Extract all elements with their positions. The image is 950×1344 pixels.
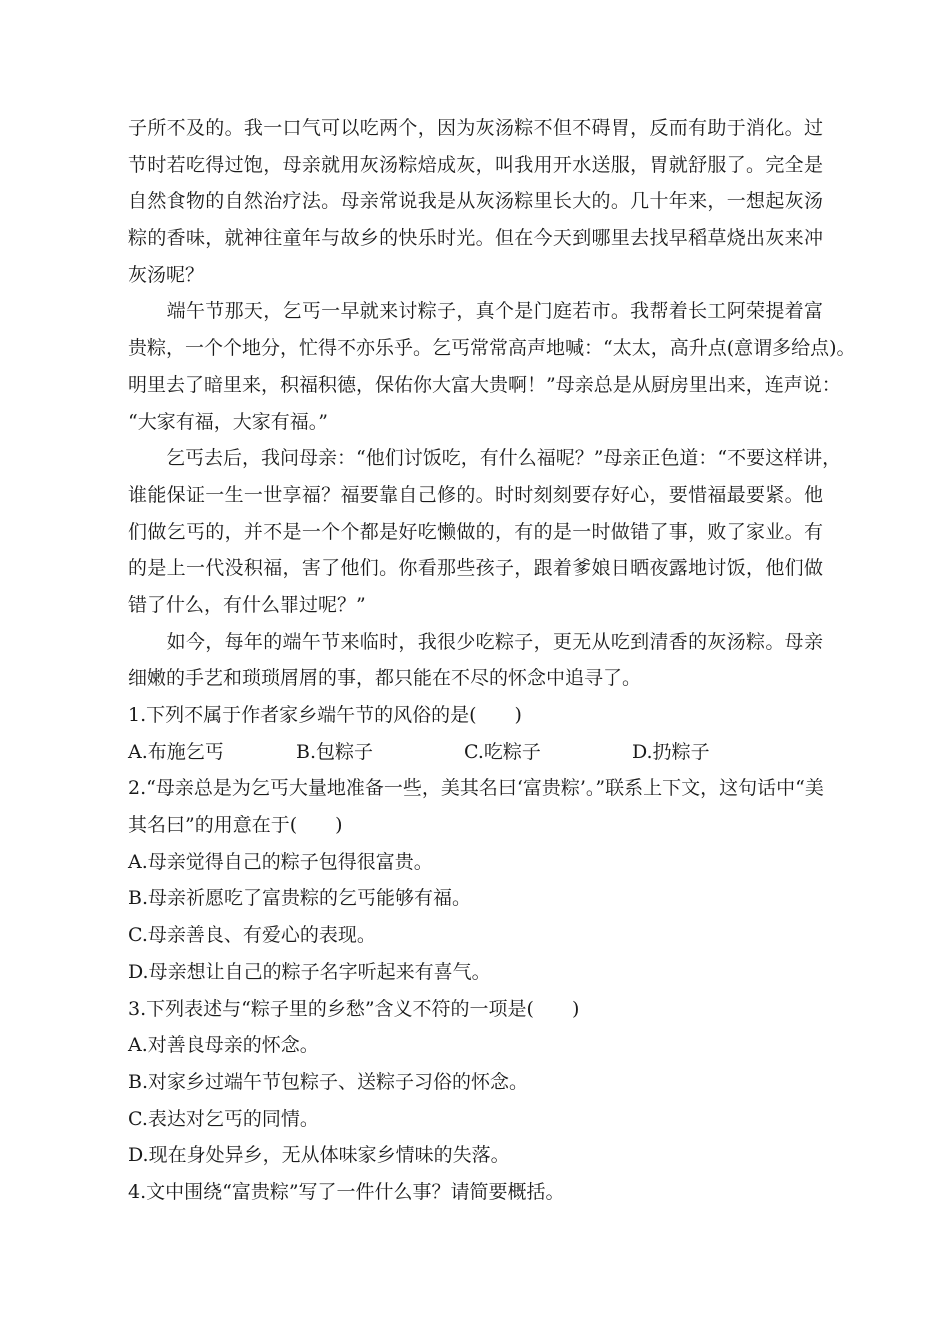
text-line: “大家有福，大家有福。” — [128, 410, 328, 433]
question-stem: 2.“母亲总是为乞丐大量地准备一些，美其名曰‘富贵粽’。”联系上下文，这句话中“美 — [128, 777, 824, 800]
text-line: 端午节那天，乞丐一早就来讨粽子，真个是门庭若市。我帮着长工阿荣提着富 — [128, 300, 823, 323]
question-stem: 3.下列表述与“粽子里的乡愁”含义不符的一项是( ) — [128, 997, 580, 1020]
question-3 — [128, 991, 823, 1174]
text-line: 的是上一代没积福，害了他们。你看那些孩子，跟着爹娘日晒夜露地讨饭，他们做 — [128, 557, 823, 580]
passage — [128, 110, 856, 697]
question-stem: 4.文中围绕“富贵粽”写了一件什么事？请简要概括。 — [128, 1180, 565, 1203]
option-b: B.包粽子 — [296, 740, 374, 763]
option-a: A.布施乞丐 — [128, 740, 224, 763]
paragraph-2 — [128, 293, 856, 440]
text-line: 谁能保证一生一世享福？福要靠自己修的。时时刻刻要存好心，要惜福最要紧。他 — [128, 483, 823, 506]
paragraph-1 — [128, 110, 823, 293]
option-row — [128, 734, 823, 771]
text-line: 们做乞丐的，并不是一个个都是好吃懒做的，有的是一时做错了事，败了家业。有 — [128, 520, 823, 543]
text-line: 灰汤呢？ — [128, 263, 205, 286]
text-line: 错了什么，有什么罪过呢？” — [128, 593, 366, 616]
question-2 — [128, 770, 823, 990]
question-1 — [128, 697, 823, 770]
question-stem: 1.下列不属于作者家乡端午节的风俗的是( ) — [128, 704, 522, 726]
option-c: C.母亲善良、有爱心的表现。 — [128, 924, 376, 947]
paragraph-3 — [128, 440, 842, 623]
document-page — [128, 110, 856, 1211]
option-a: A.对善良母亲的怀念。 — [128, 1034, 319, 1057]
text-line: 明里去了暗里来，积福积德，保佑你大富大贵啊！”母亲总是从厨房里出来，连声说： — [128, 373, 841, 396]
text-line: 粽的香味，就神往童年与故乡的快乐时光。但在今天到哪里去找早稻草烧出灰来冲 — [128, 227, 823, 250]
question-4 — [128, 1174, 823, 1211]
option-b: B.母亲祈愿吃了富贵粽的乞丐能够有福。 — [128, 887, 472, 910]
text-line: 如今，每年的端午节来临时，我很少吃粽子，更无从吃到清香的灰汤粽。母亲 — [128, 630, 823, 653]
paragraph-4 — [128, 624, 823, 697]
option-d: D.母亲想让自己的粽子名字听起来有喜气。 — [128, 960, 491, 983]
text-line: 贵粽，一个个地分，忙得不亦乐乎。乞丐常常高声地喊：“太太，高升点(意谓多给点)。 — [128, 337, 856, 360]
option-d: D.现在身处异乡，无从体味家乡情味的失落。 — [128, 1144, 510, 1167]
text-line: 子所不及的。我一口气可以吃两个，因为灰汤粽不但不碍胃，反而有助于消化。过 — [128, 117, 823, 139]
option-a: A.母亲觉得自己的粽子包得很富贵。 — [128, 850, 433, 873]
text-line: 自然食物的自然治疗法。母亲常说我是从灰汤粽里长大的。几十年来，一想起灰汤 — [128, 190, 823, 213]
text-line: 乞丐去后，我问母亲：“他们讨饭吃，有什么福呢？”母亲正色道：“不要这样讲， — [128, 447, 842, 470]
option-d: D.扔粽子 — [632, 740, 710, 763]
option-c: C.表达对乞丐的同情。 — [128, 1107, 319, 1130]
questions — [128, 697, 823, 1211]
text-line: 节时若吃得过饱，母亲就用灰汤粽焙成灰，叫我用开水送服，胃就舒服了。完全是 — [128, 153, 823, 176]
option-b: B.对家乡过端午节包粽子、送粽子习俗的怀念。 — [128, 1070, 529, 1093]
text-line: 细嫩的手艺和琐琐屑屑的事，都只能在不尽的怀念中追寻了。 — [128, 667, 642, 690]
question-stem: 其名曰”的用意在于( ) — [128, 814, 343, 837]
option-c: C.吃粽子 — [464, 740, 541, 763]
